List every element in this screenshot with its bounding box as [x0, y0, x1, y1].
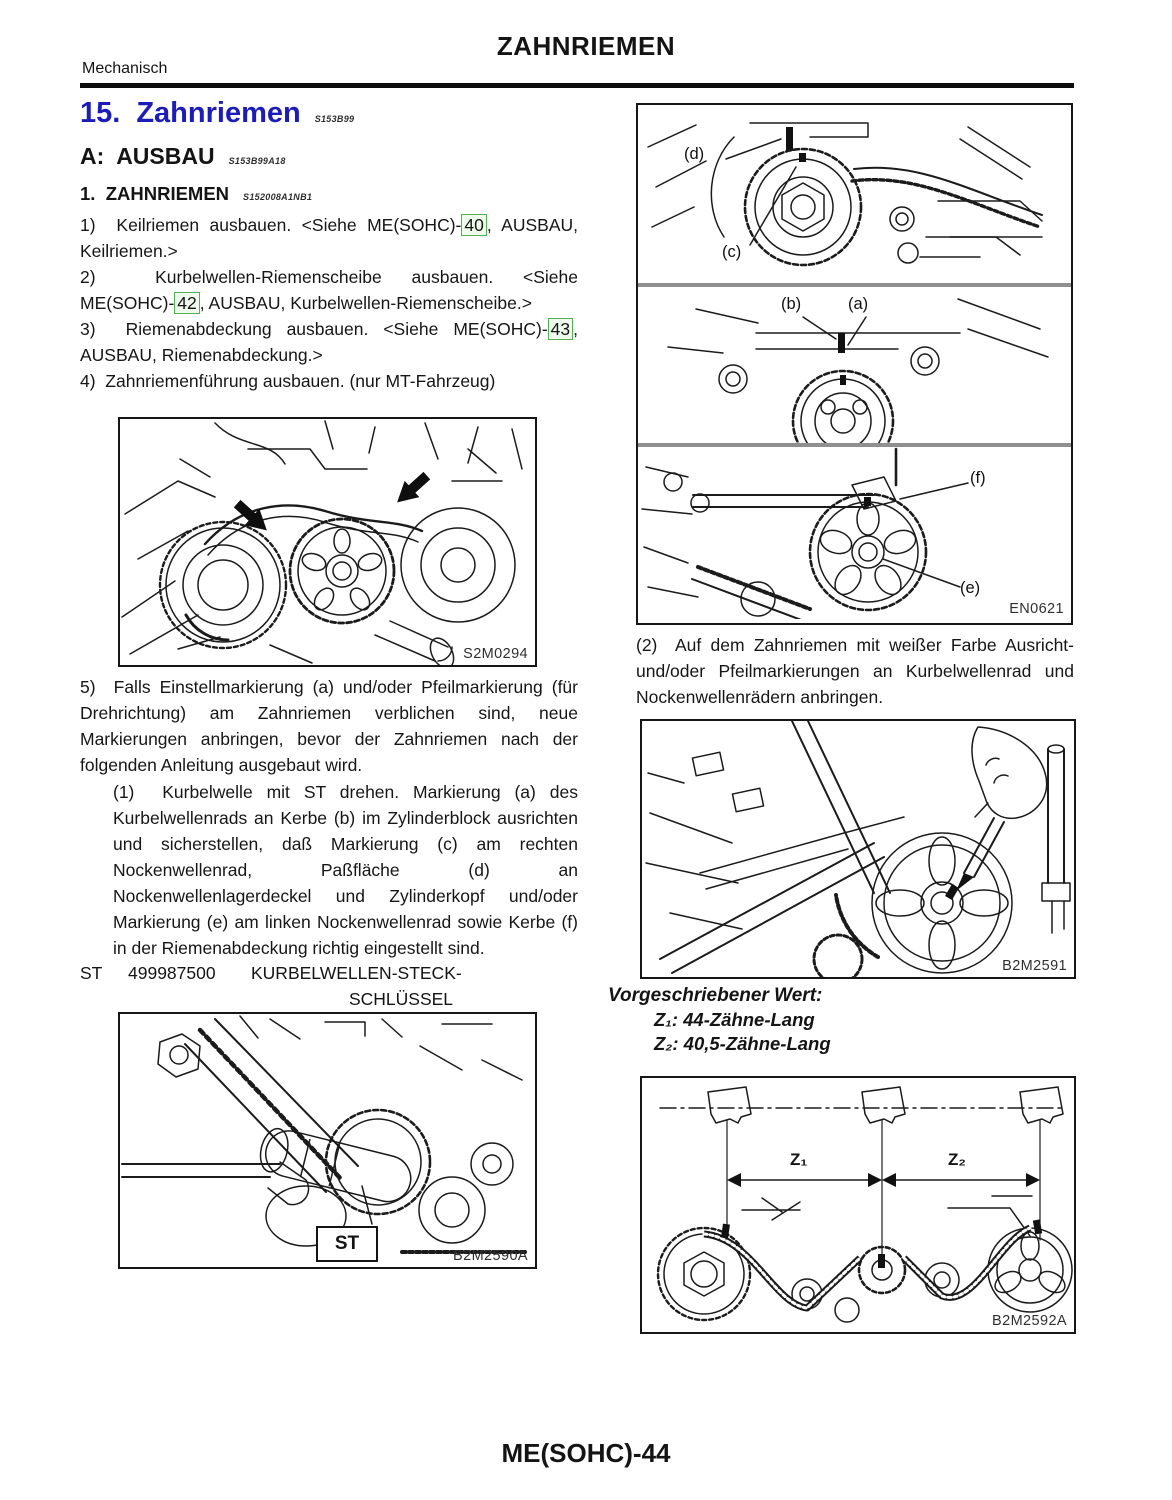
callout-a: (a)	[848, 295, 869, 313]
header-rule	[80, 83, 1074, 88]
figure-sprockets-arrows	[118, 417, 537, 667]
tool-part-number: 499987500	[128, 963, 216, 983]
subsection-heading	[80, 143, 286, 170]
tool-name: KURBELWELLEN-STECK- SCHLÜSSEL	[251, 963, 462, 1009]
specified-value-block	[608, 984, 1058, 1056]
figure-crank-tool	[118, 1012, 537, 1269]
figure-code: B2M2592A	[992, 1313, 1067, 1329]
callout-c: (c)	[722, 243, 742, 261]
section-code: S153B99	[314, 114, 355, 124]
page-number: ME(SOHC)-44	[501, 1438, 671, 1468]
dimension-z1-label: Z₁	[790, 1150, 808, 1169]
tool-abbrev: ST	[80, 963, 103, 983]
page-link-42[interactable]: 42	[174, 292, 199, 314]
figure-belt-marking	[640, 719, 1076, 979]
belt-marking-illustration	[642, 721, 1074, 977]
page-link-43[interactable]: 43	[548, 318, 573, 340]
callout-f: (f)	[970, 469, 986, 487]
topic-heading	[80, 183, 312, 205]
right-camshaft-illustration	[638, 105, 1071, 283]
panel-right-camshaft	[638, 105, 1071, 283]
subsection-title: A: AUSBAU	[80, 143, 215, 169]
step-3: 3) Riemenabdeckung ausbauen. <Siehe ME(SOHC)- 43 , AUSBAU, Riemenabdeckung.>	[80, 319, 578, 365]
callout-b: (b)	[781, 295, 802, 313]
special-tool-spec	[80, 960, 580, 1012]
figure-code: EN0621	[1009, 601, 1064, 617]
callout-e: (e)	[960, 579, 981, 597]
step-2-text: (2) Auf dem Zahnriemen mit weißer Farbe Ausricht- und/oder Pfeilmarkierungen an Kurbelwellenrad und Nockenwellenrädern anbringen.	[636, 635, 1074, 707]
section-heading	[80, 97, 354, 130]
figure-code: B2M2591	[1002, 958, 1067, 974]
page-link-40[interactable]: 40	[461, 214, 486, 236]
section-number: 15.	[80, 97, 121, 129]
step-5-text: 5) Falls Einstellmarkierung (a) und/oder Pfeilmarkierung (für Drehrichtung) am Zahnriemen verblichen sind, neue Markierungen anbringen, bevor der Zahnriemen nach der folgenden Anleitung ausgebaut wird.	[80, 677, 578, 775]
topic-code: S152008A1NB1	[243, 192, 313, 202]
figure-code: S2M0294	[463, 646, 528, 662]
section-title: Zahnriemen	[136, 97, 301, 129]
engine-sprockets-illustration	[120, 419, 535, 665]
panel-crankshaft	[638, 287, 1071, 443]
figure-timing-marks	[636, 103, 1073, 625]
procedure-steps	[80, 212, 578, 394]
dimension-z2-label: Z₂	[948, 1150, 966, 1169]
belt-layout-illustration	[642, 1078, 1074, 1332]
spec-z1: Z₁: 44-Zähne-Lang	[654, 1009, 815, 1030]
spec-z2: Z₂: 40,5-Zähne-Lang	[654, 1033, 831, 1054]
st-tool-callout: ST	[316, 1226, 378, 1262]
substep-1-text: (1) Kurbelwelle mit ST drehen. Markierung (a) des Kurbelwellenrads an Kerbe (b) im Zylinderblock ausrichten und sicherstellen, daß Markierung (c) am rechten Nockenwellenrad, Paßfläche (d) an Nockenwellenlagerdeckel und Zylinderkopf und/oder Markierung (e) am linken Nockenwellenrad sowie Kerbe (f) in der Riemenabdeckung richtig eingestellt sind.	[113, 782, 578, 958]
step-4: 4) Zahnriemenführung ausbauen. (nur MT-Fahrzeug)	[80, 371, 496, 391]
left-camshaft-illustration	[638, 447, 1071, 619]
figure-belt-tooth-count	[640, 1076, 1076, 1334]
spec-title: Vorgeschriebener Wert:	[608, 985, 823, 1006]
panel-left-camshaft	[638, 447, 1071, 619]
topic-title: 1. ZAHNRIEMEN	[80, 183, 230, 204]
figure-code: B2M2590A	[453, 1248, 528, 1264]
step-1: 1) Keilriemen ausbauen. <Siehe ME(SOHC)- 40 , AUSBAU, Keilriemen.>	[80, 215, 578, 261]
step-2: 2) Kurbelwellen-Riemenscheibe ausbauen. <Siehe ME(SOHC)- 42 , AUSBAU, Kurbelwellen-Riemenscheibe.>	[80, 267, 578, 313]
breadcrumb: Mechanisch	[82, 60, 168, 77]
subsection-code: S153B99A18	[228, 156, 286, 166]
callout-d: (d)	[684, 145, 705, 163]
page-title: ZAHNRIEMEN	[496, 31, 676, 61]
